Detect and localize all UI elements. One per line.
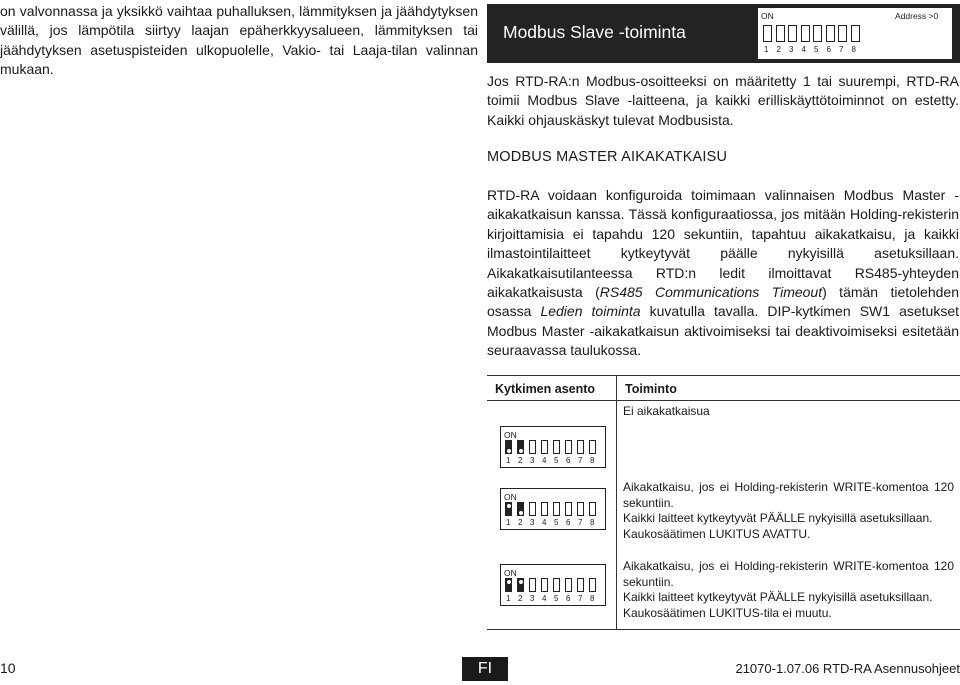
dip-switch-number: 4 xyxy=(542,518,547,527)
timeout-paragraph xyxy=(487,186,959,361)
header-dip-switch-diagram xyxy=(757,7,953,60)
table-row xyxy=(487,401,960,478)
dip-switch-number: 2 xyxy=(518,456,523,465)
dip-on-label: ON xyxy=(761,11,774,21)
function-line: Aikakatkaisu, jos ei Holding-rekisterin WRITE-komentoa 120 sekuntiin. xyxy=(623,559,954,589)
page-number: 10 xyxy=(0,660,16,676)
dip-switch-1 xyxy=(763,25,772,42)
dip-switch-number: 3 xyxy=(530,518,535,527)
dip-switch-diagram xyxy=(500,564,606,606)
dip-switch-number: 4 xyxy=(542,594,547,603)
function-line: Kaikki laitteet kytkeytyvät PÄÄLLE nykyisillä asetuksillaan. xyxy=(623,590,933,604)
left-column xyxy=(0,2,478,79)
dip-switch-number: 8 xyxy=(851,45,856,54)
dip-switch-5 xyxy=(813,25,822,42)
dip-switch-4 xyxy=(541,440,548,454)
timeout-text-em1: RS485 Communications Timeout xyxy=(599,284,823,301)
document-id: 21070-1.07.06 RTD-RA Asennusohjeet xyxy=(735,661,960,676)
switch-position-cell xyxy=(487,477,617,556)
dip-switch-number: 5 xyxy=(814,45,819,54)
dip-switch-number: 6 xyxy=(566,518,571,527)
column-header-switch-position: Kytkimen asento xyxy=(487,376,617,401)
intro-paragraph: Jos RTD-RA:n Modbus-osoitteeksi on määritetty 1 tai suurempi, RTD-RA toimii Modbus Slave -laitteena, ja kaikki erilliskäyttötoiminnot on estetty. Kaikki ohjauskäskyt tulevat Modbusista. xyxy=(487,73,959,128)
dip-lever-dot xyxy=(507,504,511,508)
table-header-row xyxy=(487,376,960,401)
dip-on-label: ON xyxy=(504,568,517,578)
dip-switch-2 xyxy=(517,440,524,454)
dip-switch-7 xyxy=(577,502,584,516)
dip-switch-number: 6 xyxy=(826,45,831,54)
dip-switch-number: 5 xyxy=(554,594,559,603)
timeout-paragraph-block xyxy=(487,186,959,361)
column-header-function: Toiminto xyxy=(617,376,960,401)
function-line: Kaikki laitteet kytkeytyvät PÄÄLLE nykyisillä asetuksillaan. xyxy=(623,511,933,525)
dip-switch-7 xyxy=(577,440,584,454)
dip-switch-6 xyxy=(826,25,835,42)
dip-switch-number: 4 xyxy=(542,456,547,465)
dip-switch-number: 2 xyxy=(776,45,781,54)
function-line: Aikakatkaisu, jos ei Holding-rekisterin WRITE-komentoa 120 sekuntiin. xyxy=(623,480,954,510)
left-column-paragraph: on valvonnassa ja yksikkö vaihtaa puhalluksen, lämmityksen ja jäähdytyksen välillä, jos lämpötila siirtyy laajan epäherkkyysalueen, lämmityksen tai jäähdytyksen asetuspisteiden ulkopuolelle, Vakio- tai Laaja-tilan valinnan mukaan. xyxy=(0,3,478,77)
dip-on-label: ON xyxy=(504,492,517,502)
intro-paragraph-block xyxy=(487,72,959,130)
dip-switch-1 xyxy=(505,578,512,592)
dip-switch-2 xyxy=(776,25,785,42)
dip-switch-4 xyxy=(801,25,810,42)
dip-switch-number: 1 xyxy=(764,45,769,54)
dip-switch-6 xyxy=(565,440,572,454)
dip-switch-diagram xyxy=(500,426,606,468)
dip-address-label: Address >0 xyxy=(895,11,939,21)
dip-lever-dot xyxy=(507,449,511,453)
function-cell xyxy=(617,477,960,556)
function-line: Ei aikakatkaisua xyxy=(623,404,710,418)
timeout-text-c: kuvatulla tavalla. DIP-kytkimen SW1 asetukset Modbus Master -aikakatkaisun aktivoimiseksi tai deaktivoimiseksi esitetään seuraavassa taulukossa. xyxy=(487,303,960,359)
dip-switch-number: 7 xyxy=(578,456,583,465)
dip-switch-diagram xyxy=(500,488,606,530)
dip-lever-dot xyxy=(519,511,523,515)
subsection-heading: MODBUS MASTER AIKAKATKAISU xyxy=(487,149,728,165)
timeout-text-a: RTD-RA voidaan konfiguroida toimimaan valinnaisen Modbus Master -aikakatkaisun kanssa. Tässä konfiguraatiossa, jos mitään Holding-rekisterin kirjoittamisia ei tapahdu 120 sekuntiin, tapahtuu aikakatkaisu, ja kaikki ilmastointilaitteet kytkeytyvät päälle nykyisillä asetuksillaan. Aikakatkaisutilanteessa RTD:n ledit ilmoittavat RS485-yhteyden aikakatkaisusta ( xyxy=(487,187,959,301)
dip-switch-number: 7 xyxy=(578,518,583,527)
dip-switch-3 xyxy=(529,502,536,516)
dip-switch-8 xyxy=(851,25,860,42)
timeout-text-em2: Ledien toiminta xyxy=(540,303,641,320)
dip-switch-1 xyxy=(505,502,512,516)
function-cell xyxy=(617,401,960,478)
dip-lever-dot xyxy=(519,449,523,453)
dip-switch-6 xyxy=(565,502,572,516)
dip-switch-4 xyxy=(541,502,548,516)
dip-switch-7 xyxy=(577,578,584,592)
dip-switch-number: 6 xyxy=(566,594,571,603)
dip-switch-5 xyxy=(553,440,560,454)
dip-switch-8 xyxy=(589,440,596,454)
dip-switch-4 xyxy=(541,578,548,592)
dip-switch-3 xyxy=(529,578,536,592)
dip-switch-number: 8 xyxy=(590,518,595,527)
dip-switch-number: 3 xyxy=(530,456,535,465)
dip-lever-dot xyxy=(507,580,511,584)
section-title: Modbus Slave -toiminta xyxy=(503,22,686,42)
dip-switch-number: 2 xyxy=(518,594,523,603)
dip-switch-6 xyxy=(565,578,572,592)
dip-switch-8 xyxy=(589,578,596,592)
dip-switch-number: 3 xyxy=(789,45,794,54)
switch-settings-table xyxy=(487,375,960,630)
dip-switch-number: 7 xyxy=(839,45,844,54)
dip-switch-7 xyxy=(838,25,847,42)
dip-switch-number: 7 xyxy=(578,594,583,603)
section-header xyxy=(487,4,960,63)
dip-switch-number: 4 xyxy=(801,45,806,54)
table-row xyxy=(487,477,960,556)
dip-switch-3 xyxy=(788,25,797,42)
dip-switch-3 xyxy=(529,440,536,454)
dip-on-label: ON xyxy=(504,430,517,440)
dip-switch-number: 5 xyxy=(554,456,559,465)
function-cell xyxy=(617,556,960,630)
dip-switch-2 xyxy=(517,578,524,592)
dip-switch-number: 1 xyxy=(506,456,511,465)
table-row xyxy=(487,556,960,630)
dip-switch-number: 1 xyxy=(506,594,511,603)
dip-switch-1 xyxy=(505,440,512,454)
switch-position-cell xyxy=(487,401,617,478)
dip-switch-5 xyxy=(553,502,560,516)
timeout-text-b: ) tämän tietolehden osassa xyxy=(487,284,959,320)
function-line: Kaukosäätimen LUKITUS AVATTU. xyxy=(623,526,811,541)
dip-switch-number: 3 xyxy=(530,594,535,603)
dip-switch-5 xyxy=(553,578,560,592)
dip-lever-dot xyxy=(519,580,523,584)
language-badge: FI xyxy=(462,657,508,681)
dip-switch-number: 8 xyxy=(590,594,595,603)
function-line: Kaukosäätimen LUKITUS-tila ei muutu. xyxy=(623,605,832,620)
dip-switch-number: 6 xyxy=(566,456,571,465)
switch-position-cell xyxy=(487,556,617,630)
dip-switch-2 xyxy=(517,502,524,516)
dip-switch-8 xyxy=(589,502,596,516)
dip-switch-number: 2 xyxy=(518,518,523,527)
dip-switch-number: 1 xyxy=(506,518,511,527)
dip-switch-number: 8 xyxy=(590,456,595,465)
dip-switch-number: 5 xyxy=(554,518,559,527)
